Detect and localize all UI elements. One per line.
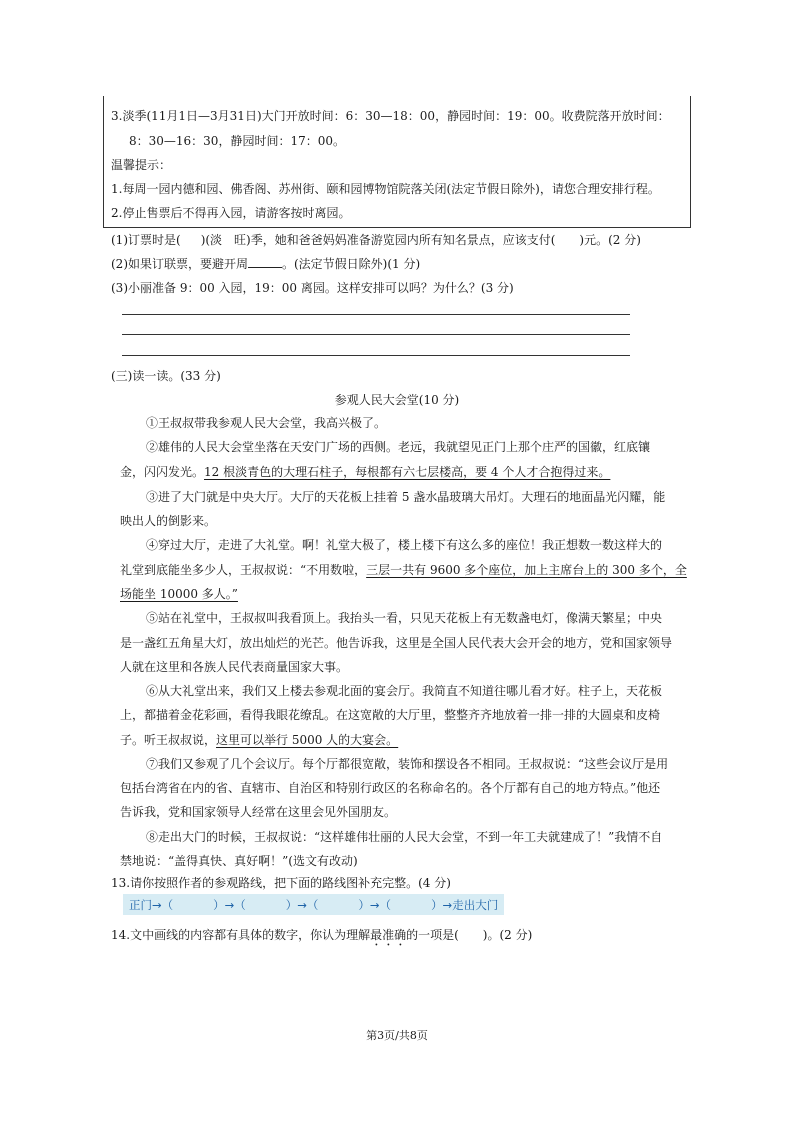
- question-2-part-b: 。(法定节假日除外)(1 分): [282, 257, 421, 271]
- article-paragraph-4-line1: ④穿过大厅，走进了大礼堂。啊！礼堂大极了，楼上楼下有这么多的座位！我正想数一数这样大的: [146, 538, 663, 552]
- article-paragraph-7-line2: 包括台湾省在内的省、直辖市、自治区和特别行政区的名称命名的。各个厅都有自己的地方特点。”他还: [120, 781, 661, 795]
- question-14: [111, 926, 532, 949]
- article-paragraph-6-line3: [120, 731, 398, 748]
- article-paragraph-8-line1: ⑧走出大门的时候，王叔叔说：“这样雄伟壮丽的人民大会堂，不到一年工夫就建成了！”我情不自: [146, 830, 663, 844]
- question-2: [111, 255, 420, 272]
- tip-1: 1.每周一园内德和园、佛香阁、苏州街、颐和园博物馆院落关闭(法定节假日除外)，请您合理安排行程。: [111, 182, 660, 196]
- page-number: 第3页/共8页: [366, 1029, 428, 1042]
- route-end: ）→走出大门: [431, 897, 499, 912]
- article-paragraph-7-line1: ⑦我们又参观了几个会议厅。每个厅都很宽敞，装饰和摆设各不相同。王叔叔说：“这些会议厅是用: [146, 757, 669, 771]
- route-arrow: ）→（: [358, 897, 392, 912]
- article-paragraph-3-line2: 映出人的倒影来。: [120, 514, 217, 528]
- article-paragraph-5-line2: 是一盏红五角星大灯，放出灿烂的光芒。他告诉我，这里是全国人民代表大会开会的地方，党和国家领导: [120, 636, 673, 650]
- route-arrow: ）→（: [285, 897, 319, 912]
- notice-rule-3-line1: 3.淡季(11月1日—3月31日)大门开放时间：6：30—18：00，静园时间：19：00。收费院落开放时间：: [111, 109, 670, 123]
- article-text: 礼堂到底能坐多少人，王叔叔说：“不用数啦，: [120, 563, 367, 577]
- question-14-text: 14.文中画线的内容都有具体的数字，你认为理解: [111, 928, 371, 942]
- notice-rule-3-line2: 8：30—16：30，静园时间：17：00。: [129, 134, 345, 148]
- article-paragraph-5-line1: ⑤站在礼堂中，王叔叔叫我看顶上。我抬头一看，只见天花板上有无数盏电灯，像满天繁星；中央: [146, 611, 663, 625]
- article-title: 参观人民大会堂(10 分): [334, 393, 460, 407]
- route-arrow: ）→（: [213, 897, 246, 912]
- question-14-emphasis: 最准确: [370, 928, 407, 942]
- article-text: 子。听王叔叔说，: [120, 733, 217, 747]
- tip-2: 2.停止售票后不得再入园，请游客按时离园。: [111, 206, 351, 220]
- route-start: 正门→（: [129, 897, 174, 912]
- question-1-part-a: (1)订票时是(: [111, 233, 181, 247]
- question-3: (3)小丽准备 9：00 入园，19：00 离园。这样安排可以吗？为什么？(3 分): [111, 281, 514, 295]
- answer-line[interactable]: [122, 314, 630, 315]
- question-2-part-a: (2)如果订联票，要避开周: [111, 257, 248, 271]
- article-paragraph-8-line2: 禁地说：“盖得真快、真好啊！”(选文有改动): [120, 854, 358, 868]
- article-paragraph-6-line2: 上，都描着金花彩画，看得我眼花缭乱。在这宽敞的大厅里，整整齐齐地放着一排一排的大圆桌和皮椅: [120, 708, 661, 722]
- answer-line[interactable]: [122, 355, 630, 356]
- article-paragraph-5-line3: 人就在这里和各族人民代表商量国家大事。: [120, 660, 349, 674]
- article-paragraph-1: ①王叔叔带我参观人民大会堂，我高兴极了。: [146, 416, 387, 430]
- answer-line[interactable]: [122, 334, 630, 335]
- underlined-sentence: 12 根淡青色的大理石柱子，每根都有六七层楼高，要 4 个人才合抱得过来。: [204, 465, 611, 479]
- question-1-part-c: )元。(2 分): [579, 233, 641, 247]
- article-paragraph-2-line2: [120, 463, 610, 480]
- question-1-part-b: )(淡 旺)季，她和爸爸妈妈准备游览园内所有知名景点，应该支付(: [200, 233, 556, 247]
- article-paragraph-4-line2: [120, 561, 687, 578]
- article-paragraph-2-line1: ②雄伟的人民大会堂坐落在天安门广场的西侧。老远，我就望见正门上那个庄严的国徽，红底镶: [146, 440, 651, 454]
- article-text: 金，闪闪发光。: [120, 465, 205, 479]
- question-2-blank[interactable]: [248, 255, 282, 268]
- article-paragraph-4-line3: [120, 585, 238, 602]
- article-paragraph-3-line1: ③进了大门就是中央大厅。大厅的天花板上挂着 5 盏水晶玻璃大吊灯。大理石的地面晶光闪耀，能: [146, 490, 666, 504]
- question-1: [111, 231, 641, 248]
- route-diagram: [123, 894, 504, 915]
- question-14-text: 的一项是( )。(2 分): [406, 928, 533, 942]
- tips-title: 温馨提示：: [111, 158, 172, 172]
- underlined-sentence: 三层一共有 9600 多个座位，加上主席台上的 300 多个，全: [366, 563, 687, 577]
- underlined-sentence: 场能坐 10000 多人。”: [120, 587, 238, 601]
- article-paragraph-6-line1: ⑥从大礼堂出来，我们又上楼去参观北面的宴会厅。我简直不知道往哪儿看才好。柱子上，天花板: [146, 684, 663, 698]
- article-paragraph-7-line3: 告诉我，党和国家领导人经常在这里会见外国朋友。: [120, 805, 397, 819]
- section-heading: (三)读一读。(33 分): [111, 369, 221, 383]
- question-13: 13.请你按照作者的参观路线，把下面的路线图补充完整。(4 分): [111, 876, 451, 890]
- underlined-sentence: 这里可以举行 5000 人的大宴会。: [216, 733, 399, 747]
